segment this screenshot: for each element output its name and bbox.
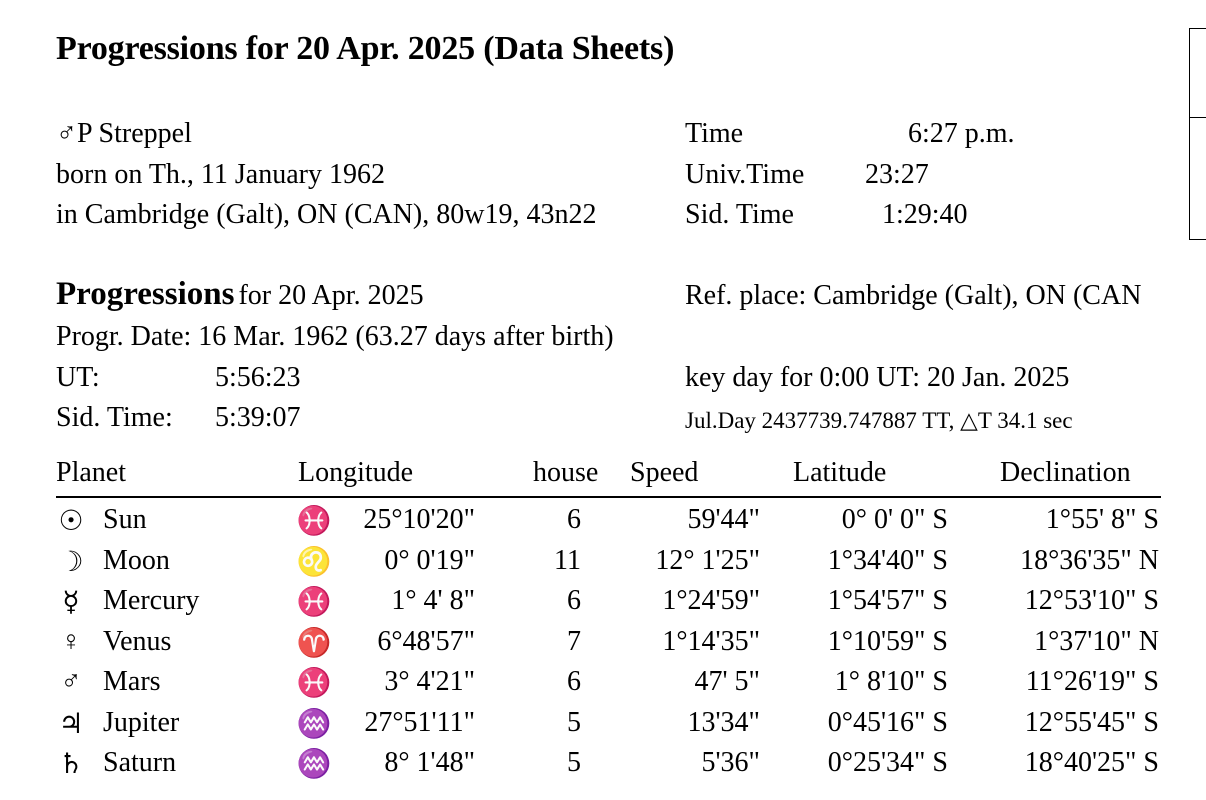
progressions-for-date: for 20 Apr. 2025 (238, 280, 424, 311)
declination-value: 11°26'19" S (1025, 666, 1159, 697)
speed-value: 5'36" (701, 747, 760, 778)
latitude-value: 0°25'34" S (827, 747, 948, 778)
header-declination: Declination (1000, 457, 1131, 488)
time-value: 6:27 p.m. (908, 118, 1015, 149)
longitude-value: 3° 4'21" (384, 666, 475, 697)
sun-icon: ☉ (58, 506, 84, 537)
mercury-icon: ☿ (62, 587, 80, 618)
header-planet: Planet (56, 457, 126, 488)
aquarius-icon: ♒ (296, 749, 332, 780)
julian-day: Jul.Day 2437739.747887 TT, △T 34.1 sec (685, 408, 1073, 433)
time-label: Time (685, 118, 744, 149)
table-row (0, 504, 1206, 544)
header-latitude: Latitude (793, 457, 887, 488)
prog-sid-time-value: 5:39:07 (215, 402, 301, 433)
longitude-value: 25°10'20" (363, 504, 475, 535)
house-value: 11 (554, 545, 581, 576)
planet-name: Jupiter (103, 707, 180, 738)
house-value: 5 (567, 707, 581, 738)
planet-name: Saturn (103, 747, 177, 778)
house-value: 6 (567, 585, 581, 616)
univ-time-value: 23:27 (865, 159, 929, 190)
person-name: ♂P Streppel (56, 118, 192, 149)
house-value: 5 (567, 747, 581, 778)
declination-value: 18°40'25" S (1024, 747, 1159, 778)
mars-icon: ♂ (60, 666, 82, 697)
speed-value: 59'44" (687, 504, 760, 535)
reference-place: Ref. place: Cambridge (Galt), ON (CAN (685, 280, 1142, 311)
longitude-value: 6°48'57" (377, 626, 475, 657)
jupiter-icon: ♃ (58, 709, 84, 740)
house-value: 6 (567, 666, 581, 697)
table-row (0, 747, 1206, 787)
declination-value: 18°36'35" N (1020, 545, 1159, 576)
planet-name: Mercury (103, 585, 200, 616)
table-row (0, 585, 1206, 625)
planet-name: Sun (103, 504, 147, 535)
longitude-value: 27°51'11" (364, 707, 475, 738)
table-row (0, 545, 1206, 585)
progressions-heading-line (56, 276, 424, 313)
planet-name: Mars (103, 666, 161, 697)
speed-value: 1°24'59" (662, 585, 760, 616)
pisces-icon: ♓ (296, 668, 332, 699)
sid-time-value: 1:29:40 (882, 199, 968, 230)
aquarius-icon: ♒ (296, 709, 332, 740)
table-row (0, 666, 1206, 706)
birth-place: in Cambridge (Galt), ON (CAN), 80w19, 43n22 (56, 199, 597, 230)
header-longitude: Longitude (298, 457, 414, 488)
longitude-value: 0° 0'19" (384, 545, 475, 576)
latitude-value: 1° 8'10" S (834, 666, 948, 697)
header-speed: Speed (630, 457, 699, 488)
header-rule (56, 496, 1161, 498)
declination-value: 12°53'10" S (1024, 585, 1159, 616)
longitude-value: 1° 4' 8" (391, 585, 475, 616)
venus-icon: ♀ (60, 626, 82, 657)
pisces-icon: ♓ (296, 587, 332, 618)
declination-value: 12°55'45" S (1024, 707, 1159, 738)
pisces-icon: ♓ (296, 506, 332, 537)
declination-value: 1°37'10" N (1034, 626, 1159, 657)
ut-label: UT: (56, 362, 100, 393)
saturn-icon: ♄ (58, 749, 84, 780)
sid-time-label: Sid. Time (685, 199, 794, 230)
progressions-heading: Progressions (56, 276, 235, 312)
speed-value: 13'34" (687, 707, 760, 738)
page-title: Progressions for 20 Apr. 2025 (Data Sheets) (56, 30, 675, 67)
side-frame-divider (1190, 117, 1206, 118)
latitude-value: 1°34'40" S (827, 545, 948, 576)
prog-sid-time-label: Sid. Time: (56, 402, 173, 433)
latitude-value: 0° 0' 0" S (841, 504, 948, 535)
planet-name: Moon (103, 545, 170, 576)
side-frame (1189, 28, 1206, 240)
speed-value: 47' 5" (694, 666, 760, 697)
ut-value: 5:56:23 (215, 362, 301, 393)
birth-date: born on Th., 11 January 1962 (56, 159, 385, 190)
table-row (0, 707, 1206, 747)
key-day: key day for 0:00 UT: 20 Jan. 2025 (685, 362, 1070, 393)
header-house: house (533, 457, 599, 488)
planet-name: Venus (103, 626, 172, 657)
progression-date: Progr. Date: 16 Mar. 1962 (63.27 days after birth) (56, 321, 614, 352)
house-value: 7 (567, 626, 581, 657)
latitude-value: 1°10'59" S (827, 626, 948, 657)
table-row (0, 626, 1206, 666)
moon-icon: ☽ (58, 547, 84, 578)
aries-icon: ♈ (296, 628, 332, 659)
latitude-value: 0°45'16" S (827, 707, 948, 738)
leo-icon: ♌ (296, 547, 332, 578)
latitude-value: 1°54'57" S (827, 585, 948, 616)
speed-value: 1°14'35" (662, 626, 760, 657)
speed-value: 12° 1'25" (655, 545, 760, 576)
declination-value: 1°55' 8" S (1045, 504, 1159, 535)
house-value: 6 (567, 504, 581, 535)
longitude-value: 8° 1'48" (384, 747, 475, 778)
univ-time-label: Univ.Time (685, 159, 805, 190)
